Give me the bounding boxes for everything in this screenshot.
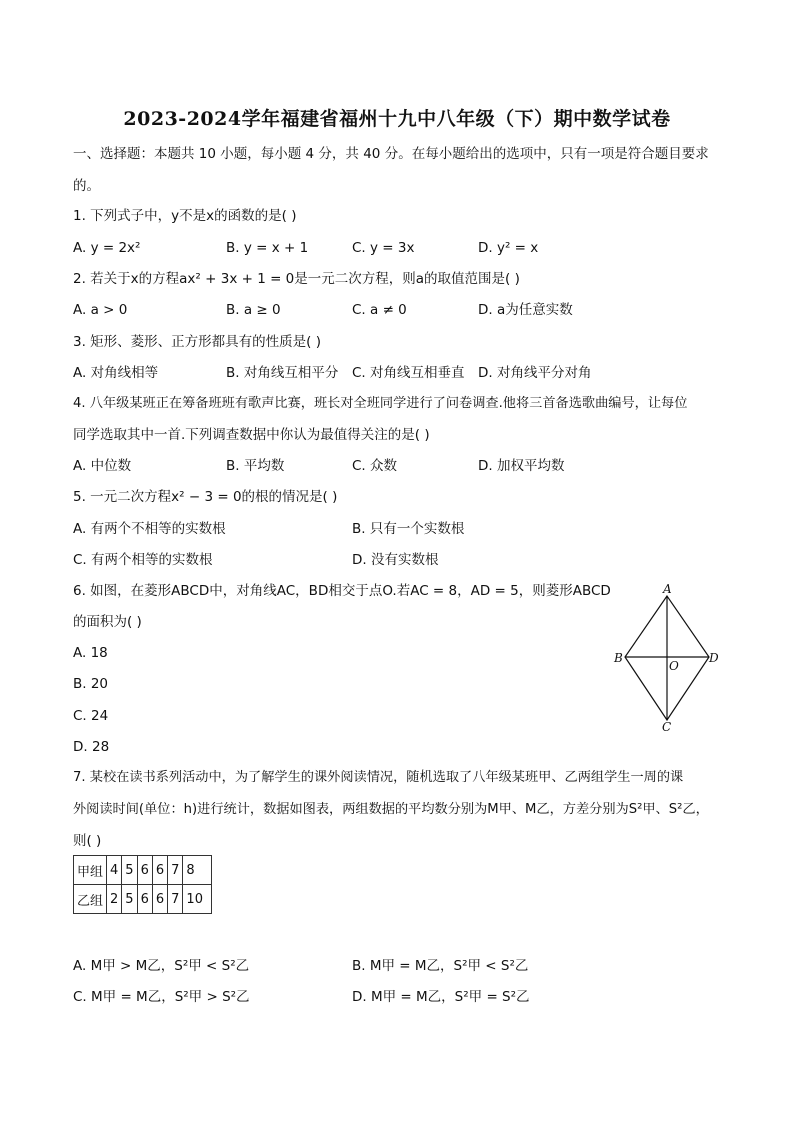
question-7-option-c: C. M甲 = M乙，S²甲 > S²乙 — [73, 989, 250, 1005]
table-cell: 8 — [183, 856, 212, 885]
question-7-stem-line2: 外阅读时间(单位：h)进行统计，数据如图表，两组数据的平均数分别为M甲、M乙，方差分别为S²甲、S²乙， — [73, 802, 709, 817]
question-4-stem-line1: 4. 八年级某班正在筹备班班有歌声比赛，班长对全班同学进行了问卷调查.他将三首备选歌曲编号，让每位 — [73, 396, 688, 411]
question-2-option-b: B. a ≥ 0 — [226, 302, 281, 318]
section-instructions-line2: 的。 — [73, 178, 100, 194]
question-2-option-a: A. a > 0 — [73, 302, 128, 318]
table-cell: 7 — [168, 856, 183, 885]
question-5-stem: 5. 一元二次方程x² − 3 = 0的根的情况是( ) — [73, 489, 338, 505]
question-5-option-c: C. 有两个相等的实数根 — [73, 552, 213, 568]
table-cell: 6 — [152, 885, 167, 914]
question-3-option-d: D. 对角线平分对角 — [478, 365, 592, 381]
table-cell: 4 — [107, 856, 122, 885]
question-3-stem: 3. 矩形、菱形、正方形都具有的性质是( ) — [73, 334, 321, 350]
question-5-option-a: A. 有两个不相等的实数根 — [73, 521, 226, 537]
question-7-option-b: B. M甲 = M乙，S²甲 < S²乙 — [352, 958, 529, 974]
question-6-option-a: A. 18 — [73, 645, 108, 661]
question-3-option-a: A. 对角线相等 — [73, 365, 159, 381]
question-7-option-a: A. M甲 > M乙，S²甲 < S²乙 — [73, 958, 250, 974]
question-4-stem-line2: 同学选取其中一首.下列调查数据中你认为最值得关注的是( ) — [73, 427, 430, 443]
question-3-option-b: B. 对角线互相平分 — [226, 365, 339, 381]
vertex-label-c: C — [662, 720, 672, 732]
question-1-option-a: A. y = 2x² — [73, 240, 141, 256]
question-6-stem-line1: 6. 如图，在菱形ABCD中，对角线AC，BD相交于点O.若AC = 8，AD = 5，则菱形ABCD — [73, 583, 611, 599]
question-4-option-b: B. 平均数 — [226, 458, 285, 474]
question-4-option-a: A. 中位数 — [73, 458, 132, 474]
question-7-option-d: D. M甲 = M乙，S²甲 = S²乙 — [352, 989, 530, 1005]
question-1-option-c: C. y = 3x — [352, 240, 415, 256]
question-6-stem-line2: 的面积为( ) — [73, 614, 142, 630]
table-cell: 2 — [107, 885, 122, 914]
rhombus-figure — [605, 582, 725, 732]
table-cell: 6 — [137, 885, 152, 914]
question-7-stem-line3: 则( ) — [73, 833, 102, 849]
table-cell: 甲组 — [74, 856, 107, 885]
table-row-group-yi — [74, 885, 212, 914]
section-instructions-line1: 一、选择题：本题共 10 小题，每小题 4 分，共 40 分。在每小题给出的选项中，只有一项是符合题目要求 — [73, 146, 709, 162]
vertex-label-b: B — [614, 651, 623, 665]
question-1-option-b: B. y = x + 1 — [226, 240, 309, 256]
question-1-option-d: D. y² = x — [478, 240, 539, 256]
table-row-group-jia — [74, 856, 212, 885]
table-cell: 10 — [183, 885, 212, 914]
question-4-option-d: D. 加权平均数 — [478, 458, 565, 474]
table-cell: 5 — [122, 885, 137, 914]
question-2-option-d: D. a为任意实数 — [478, 302, 573, 318]
table-cell: 5 — [122, 856, 137, 885]
reading-time-table — [73, 855, 212, 914]
question-6-option-d: D. 28 — [73, 739, 110, 755]
question-4-option-c: C. 众数 — [352, 458, 398, 474]
question-2-stem: 2. 若关于x的方程ax² + 3x + 1 = 0是一元二次方程，则a的取值范围是( ) — [73, 271, 520, 287]
table-cell: 6 — [152, 856, 167, 885]
table-cell: 7 — [168, 885, 183, 914]
table-cell: 乙组 — [74, 885, 107, 914]
question-6-option-b: B. 20 — [73, 676, 109, 692]
vertex-label-d: D — [709, 651, 719, 665]
question-1-stem: 1. 下列式子中，y不是x的函数的是( ) — [73, 208, 297, 224]
vertex-label-a: A — [663, 582, 672, 596]
exam-title: 2023-2024学年福建省福州十九中八年级（下）期中数学试卷 — [123, 108, 671, 130]
table-cell: 6 — [137, 856, 152, 885]
question-6-option-c: C. 24 — [73, 708, 109, 724]
center-label-o: O — [669, 659, 679, 673]
question-7-stem-line1: 7. 某校在读书系列活动中，为了解学生的课外阅读情况，随机选取了八年级某班甲、乙两组学生一周的课 — [73, 770, 684, 785]
question-3-option-c: C. 对角线互相垂直 — [352, 365, 465, 381]
question-2-option-c: C. a ≠ 0 — [352, 302, 407, 318]
question-5-option-d: D. 没有实数根 — [352, 552, 439, 568]
question-5-option-b: B. 只有一个实数根 — [352, 521, 465, 537]
